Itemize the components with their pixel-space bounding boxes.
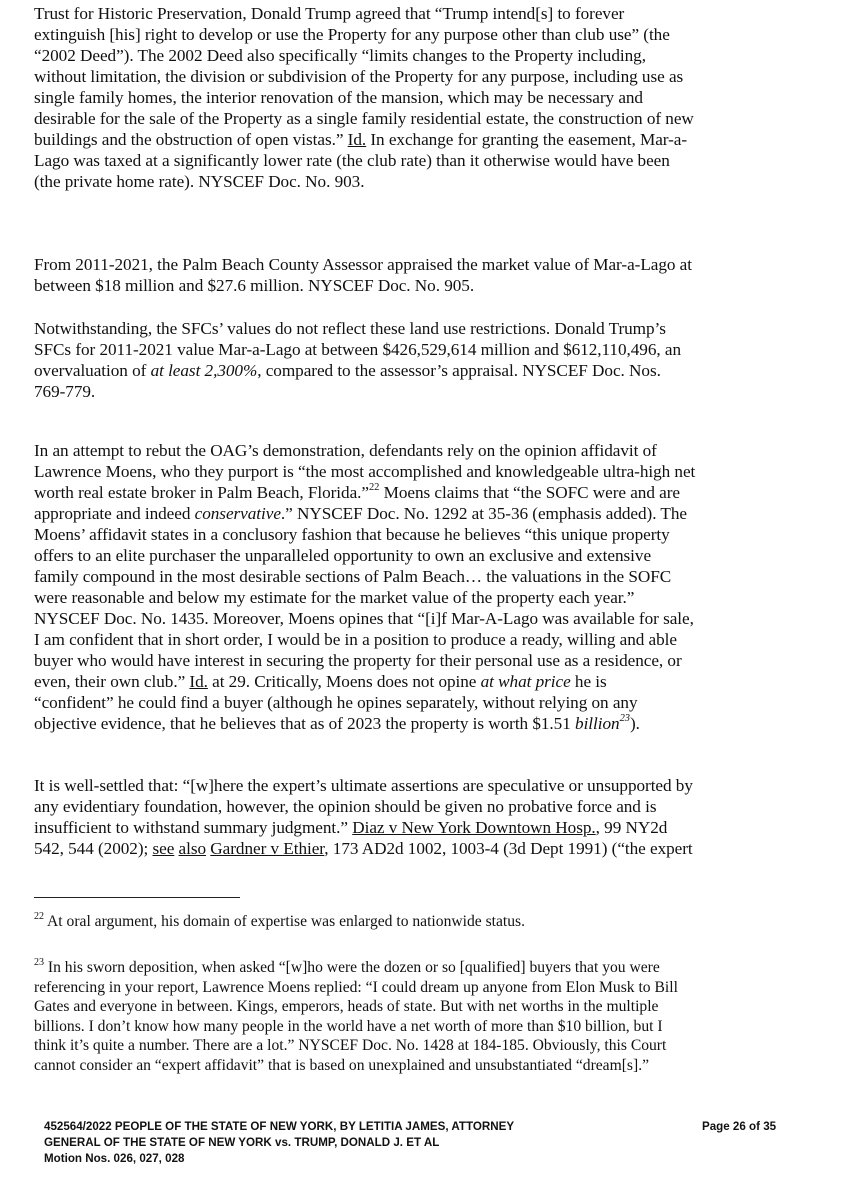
footnote-text: At oral argument, his domain of expertise was enlarged to nationwide status. <box>44 913 525 930</box>
paragraph-deed-restrictions <box>34 3 824 192</box>
paragraph-legal-standard <box>34 775 824 859</box>
text-run: , 99 NY2d 542, 544 (2002); <box>34 818 668 858</box>
text-run: at 29. Critically, Moens does not opine <box>207 672 481 691</box>
text-run: , compared to the assessor’s appraisal. NYSCEF Doc. Nos. 769-779. <box>34 361 661 401</box>
signal-see: see <box>152 839 175 858</box>
emphasis-text: at what price <box>480 672 571 691</box>
case-citation: Diaz v New York Downtown Hosp. <box>352 818 596 837</box>
emphasis-text: conservative <box>194 504 281 523</box>
case-citation: Gardner v Ethier <box>210 839 325 858</box>
text-run: Notwithstanding, the SFCs’ values do not reflect these land use restrictions. Donald Trump’s SFCs for 2011-2021 value Mar-a-Lago at between $426,529,614 million and $612,110,496, an overvaluation of <box>34 319 681 380</box>
paragraph-assessor-appraisal <box>34 254 824 296</box>
text-run: ). <box>629 714 640 733</box>
citation-id: Id. <box>347 130 367 149</box>
emphasis-text: at least 2,300% <box>150 361 258 380</box>
text-run: , 173 AD2d 1002, 1003-4 (3d Dept 1991) (“the expert <box>324 839 693 858</box>
text-run: It is well-settled that: “[w]here the expert’s ultimate assertions are speculative or unsupported by any evidentiary foundation, however, the opinion should be given no probative force and is insufficient to withstand summary judgment.” <box>34 776 693 837</box>
footnote-23 <box>34 958 824 1075</box>
page-number: Page 26 of 35 <box>702 1120 777 1133</box>
paragraph-moens-affidavit <box>34 440 824 734</box>
footnote-22 <box>34 912 824 932</box>
signal-also: also <box>178 839 207 858</box>
paragraph-overvaluation <box>34 318 824 402</box>
footnote-number: 23 <box>34 956 44 968</box>
footnote-divider <box>34 897 240 898</box>
footnote-ref-23[interactable]: 23 <box>619 713 630 725</box>
text-run: In an attempt to rebut the OAG’s demonstration, defendants rely on the opinion affidavit of Lawrence Moens, who they purport is “the most accomplished and knowledgeable ultra-high net worth real estate broker in Palm Beach, Florida.” <box>34 441 696 502</box>
footnote-ref-22[interactable]: 22 <box>368 482 380 494</box>
case-caption-footer: 452564/2022 PEOPLE OF THE STATE OF NEW YORK, BY LETITIA JAMES, ATTORNEY GENERAL OF THE STATE OF NEW YORK vs. TRUMP, DONALD J. ET AL Motion Nos. 026, 027, 028 <box>44 1120 515 1165</box>
text-run: .” NYSCEF Doc. No. 1292 at 35-36 (emphasis added). The Moens’ affidavit states in a conclusory fashion that because he believes “this unique property offers to an elite purchaser the unparalleled opportunity to own an exclusive and extensive family compound in the most desirable sections of Palm Beach… the valuations in the SOFC were reasonable and below my estimate for the market value of the property each year.” NYSCEF Doc. No. 1435. Moreover, Moens opines that “[i]f Mar-A-Lago was available for sale, I am confident that in short order, I would be in a position to produce a ready, willing and able buyer who would have interest in securing the property for their personal use as a residence, or even, their own club.” <box>34 504 694 691</box>
footnote-number: 22 <box>34 910 44 922</box>
citation-id: Id. <box>189 672 208 691</box>
text-run: In exchange for granting the easement, Mar-a- Lago was taxed at a significantly lower rate (the club rate) than it otherwise would have been (the private home rate). NYSCEF Doc. No. 903. <box>34 130 688 191</box>
text-run: he is “confident” he could find a buyer (although he opines separately, without relying on any objective evidence, that he believes that as of 2023 the property is worth $1.51 <box>34 672 638 733</box>
text-run: From 2011-2021, the Palm Beach County Assessor appraised the market value of Mar-a-Lago at between $18 million and $27.6 million. NYSCEF Doc. No. 905. <box>34 255 692 295</box>
text-run: Trust for Historic Preservation, Donald Trump agreed that “Trump intend[s] to forever extinguish [his] right to develop or use the Property for any purpose other than club use” (the “2002 Deed”). The 2002 Deed also specifically “limits changes to the Property including, without limitation, the division or subdivision of the Property for any purpose, including use as single family homes, the interior renovation of the mansion, which may be necessary and desirable for the sale of the Property as a single family residential estate, the construction of new buildings and the obstruction of open vistas.” <box>34 4 694 149</box>
footnote-text: In his sworn deposition, when asked “[w]ho were the dozen or so [qualified] buyers that you were referencing in your report, Lawrence Moens replied: “I could dream up anyone from Elon Musk to Bill Gates and everyone in between. Kings, emperors, heads of state. But with net worths in the multiple billions. I don’t know how many people in the world have a net worth of more than $10 billion, but I think it’s quite a number. There are a lot.” NYSCEF Doc. No. 1428 at 184-185. Obviously, this Court cannot consider an “expert affidavit” that is based on unexplained and unsubstantiated “dream[s].” <box>34 959 678 1074</box>
text-run: Moens claims that “the SOFC were and are appropriate and indeed <box>34 483 680 523</box>
emphasis-text: billion <box>575 714 620 733</box>
